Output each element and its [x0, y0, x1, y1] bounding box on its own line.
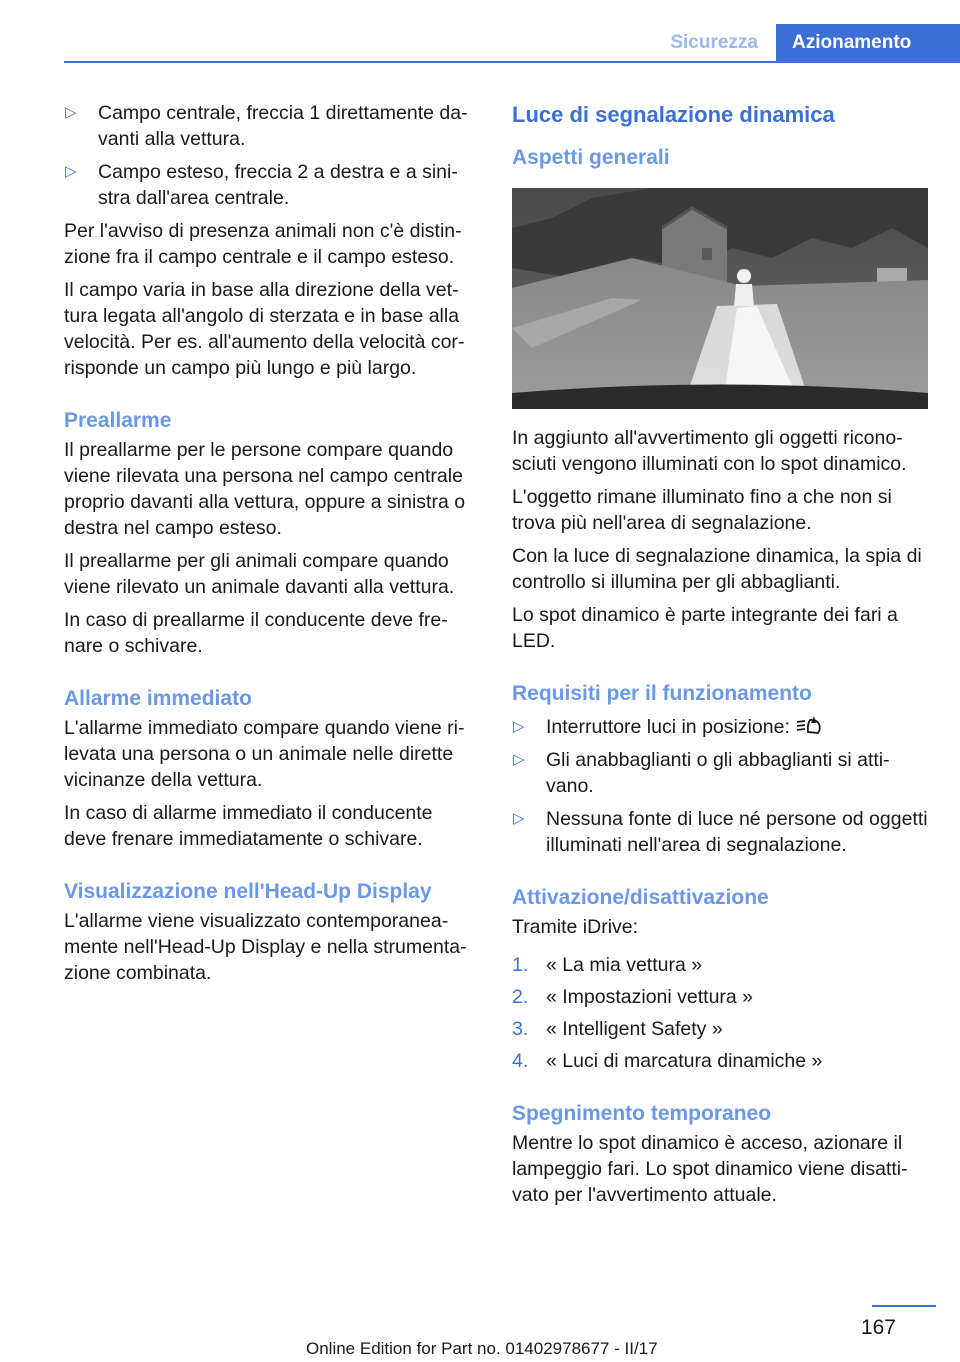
- triangle-bullet-icon: ▷: [65, 104, 77, 121]
- heading-attivazione: Attivazione/disattivazione: [512, 886, 769, 909]
- requirements-list: [512, 714, 928, 858]
- paragraph: L'oggetto rimane illuminato fino a che non si trova più nell'area di segnalazione.: [512, 486, 892, 534]
- list-item: ▷ Campo centrale, freccia 1 direttamente davanti alla vettura.: [65, 102, 468, 150]
- list-item: 4. « Luci di marcatura dinamiche »: [512, 1050, 823, 1072]
- paragraph: In caso di preallarme il conducente deve frenare o schivare.: [64, 609, 448, 657]
- paragraph: Mentre lo spot dinamico è acceso, azionare il lampeggio fari. Lo spot dinamico viene disattivato per l'avvertimento attuale.: [512, 1132, 908, 1206]
- left-column: [64, 100, 476, 993]
- footer-rule: [872, 1305, 936, 1307]
- list-item: 3. « Intelligent Safety »: [512, 1018, 723, 1040]
- section-title: Luce di segnalazione dinamica: [512, 102, 835, 127]
- list-item: ▷ Gli anabbaglianti o gli abbaglianti si attivano.: [513, 749, 890, 797]
- heading-head-up-display: Visualizzazione nell'Head-Up Display: [64, 880, 432, 903]
- triangle-bullet-icon: ▷: [513, 718, 525, 735]
- field-list: [64, 100, 476, 211]
- heading-allarme-immediato: Allarme immediato: [64, 687, 252, 710]
- page-number: 167: [860, 1316, 896, 1339]
- list-item: 1. « La mia vettura »: [512, 954, 703, 976]
- heading-requisiti: Requisiti per il funzionamento: [512, 682, 812, 705]
- paragraph: Il campo varia in base alla direzione della vettura legata all'angolo di sterzata e in base alla velocità. Per es. all'aumento della velocità corrisponde un campo più lungo e più largo.: [64, 279, 465, 379]
- auto-headlight-icon: [796, 715, 824, 737]
- edition-footer: Online Edition for Part no. 01402978677 - II/17: [306, 1339, 658, 1358]
- section-tab: Sicurezza: [670, 32, 758, 53]
- triangle-bullet-icon: ▷: [65, 163, 77, 180]
- right-column: [512, 100, 928, 1215]
- dynamic-spot-photo: [512, 188, 928, 409]
- paragraph: Il preallarme per gli animali compare quando viene rilevato un animale davanti alla vettura.: [64, 550, 455, 598]
- paragraph: Tramite iDrive:: [512, 916, 639, 938]
- paragraph: Lo spot dinamico è parte integrante dei fari a LED.: [512, 604, 898, 652]
- paragraph: In aggiunto all'avvertimento gli oggetti riconosciuti vengono illuminati con lo spot dinamico.: [512, 427, 907, 475]
- paragraph: Il preallarme per le persone compare quando viene rilevata una persona nel campo centrale proprio davanti alla vettura, oppure a sinistra o destra nel campo esteso.: [64, 439, 466, 539]
- chapter-tab: Azionamento: [776, 24, 960, 62]
- heading-preallarme: Preallarme: [64, 409, 172, 432]
- list-item: ▷ Campo esteso, freccia 2 a destra e a sinistra dall'area centrale.: [65, 161, 458, 209]
- paragraph: Per l'avviso di presenza animali non c'è distinzione fra il campo centrale e il campo esteso.: [64, 220, 462, 268]
- triangle-bullet-icon: ▷: [513, 751, 525, 768]
- list-item: ▷ Nessuna fonte di luce né persone od oggetti illuminati nell'area di segnalazione.: [513, 808, 928, 856]
- paragraph: In caso di allarme immediato il conducente deve frenare immediatamente o schivare.: [64, 802, 433, 850]
- list-item: ▷ Interruttore luci in posizione:: [512, 714, 928, 740]
- paragraph: Con la luce di segnalazione dinamica, la spia di controllo si illumina per gli abbaglianti.: [512, 545, 922, 593]
- paragraph: L'allarme viene visualizzato contemporaneamente nell'Head-Up Display e nella strumentazione combinata.: [64, 910, 467, 984]
- list-item: 2. « Impostazioni vettura »: [512, 986, 754, 1008]
- idrive-steps: [512, 952, 928, 1074]
- heading-aspetti-generali: Aspetti generali: [512, 146, 670, 169]
- header-rule: [64, 61, 960, 63]
- triangle-bullet-icon: ▷: [513, 810, 525, 827]
- heading-spegnimento: Spegnimento temporaneo: [512, 1102, 772, 1125]
- paragraph: L'allarme immediato compare quando viene rilevata una persona o un animale nelle dirette vicinanze della vettura.: [64, 717, 465, 791]
- header-tabs: [652, 24, 960, 62]
